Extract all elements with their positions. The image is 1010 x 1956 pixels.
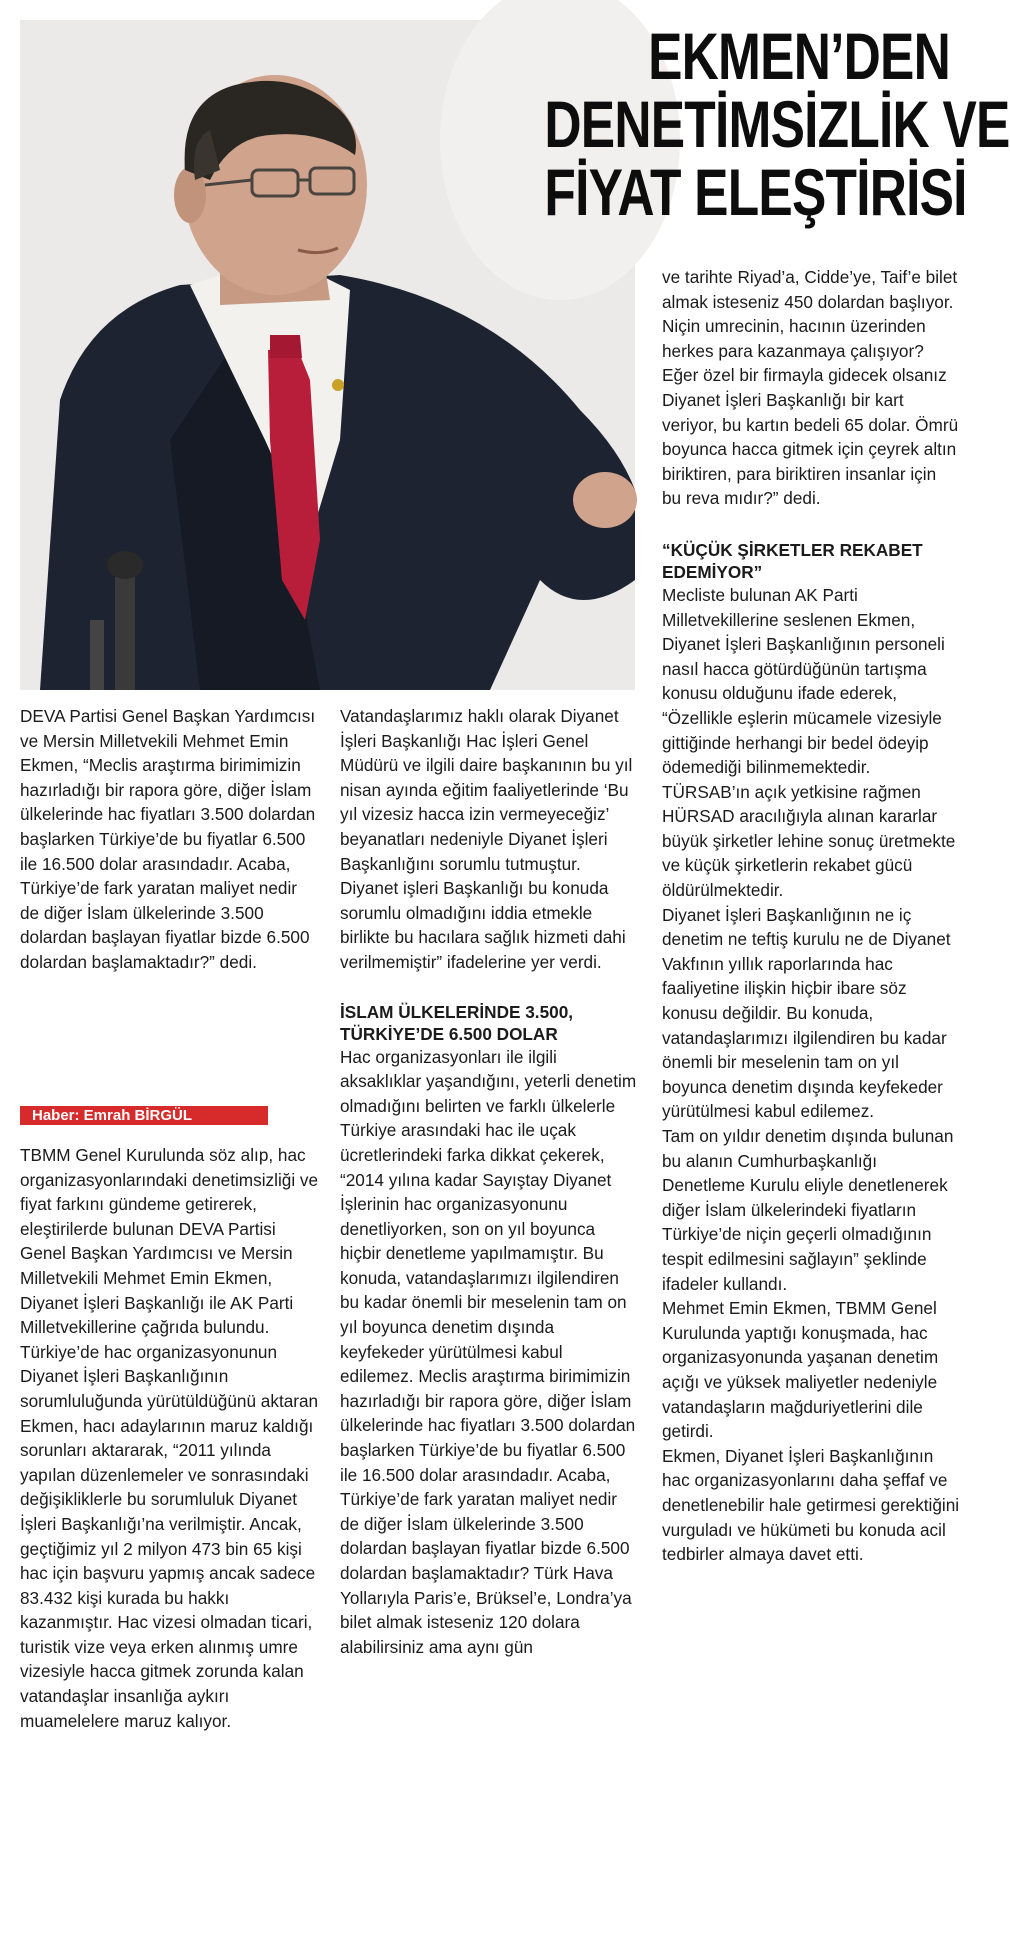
headline-line-3: FİYAT ELEŞTİRİSİ [544,155,967,229]
section-subheading: İSLAM ÜLKELERİNDE 3.500, TÜRKİYE’DE 6.500 DOLAR [340,1001,574,1044]
article-column-2 [340,704,640,1659]
section-subheading: “KÜÇÜK ŞİRKETLER REKABET EDEMİYOR” [662,539,923,582]
headline [544,19,1010,229]
speaker-photo [20,20,635,690]
author-byline: Haber: Emrah BİRGÜL [20,1106,268,1125]
body-paragraph: Mecliste bulunan AK Parti Milletvekillerine seslenen Ekmen, Diyanet İşleri Başkanlığının personeli nasıl hacca götürdüğünün tartışma konusu olduğunu ifade ederek, “Özellikle eşlerin mücamele vizesiyle gittiğinde herhangi bir bedel ödeyip ödemediği bilinmemektedir. TÜRSAB’ın açık yetkisine rağmen HÜRSAD aracılığıyla alınan kararlar büyük şirketler lehine sonuç üretmekte ve küçük şirketlerin rekabet gücü öldürülmektedir. [662,584,956,901]
body-paragraph: Tam on yıldır denetim dışında bulunan bu alanın Cumhurbaşkanlığı Denetleme Kurulu eliyle denetlenerek diğer İslam ülkelerindeki fiyatların Türkiye’de niçin geçerli olmadığının tespit edilmesini sağlayın” şeklinde ifadeler kullandı. [662,1126,954,1294]
headline-line-2: DENETİMSİZLİK VE [544,87,1010,161]
article-column-1 [20,704,320,975]
article-column-1-body [20,1143,320,1733]
body-paragraph: Diyanet İşleri Başkanlığının ne iç denetim ne teftiş kurulu ne de Diyanet Vakfının yıllık raporlarında hac faaliyetine ilişkin hiçbir ibare söz konusu değildir. Bu konuda, vatandaşlarımızı ilgilendiren bu kadar önemli bir meselenin tam on yıl boyunca denetim dışında keyfekeder yürütülmesi kabul edilemez. [662,904,951,1122]
body-paragraph: ve tarihte Riyad’a, Cidde’ye, Taif’e bilet almak isteseniz 450 dolardan başlıyor. Niçin umrecinin, hacının üzerinden herkes para kazanmaya çalışıyor? Eğer özel bir firmayla gidecek olsanız Diyanet İşleri Başkanlığı bir kart veriyor, bu kartın bedeli 65 dolar. Ömrü boyunca hacca gitmek için çeyrek altın biriktiren, para biriktiren insanlar için bu reva mıdır?” dedi. [662,267,959,509]
article-column-3 [662,265,960,1567]
body-paragraph: Mehmet Emin Ekmen, TBMM Genel Kurulunda yaptığı konuşmada, hac organizasyonunda yaşanan denetim açığı ve yüksek maliyetler nedeniyle vatandaşların mağduriyetlerini dile getirdi. [662,1298,939,1442]
body-paragraph: Ekmen, Diyanet İşleri Başkanlığının hac organizasyonlarını daha şeffaf ve denetlenebilir hale getirmesi gerektiğini vurguladı ve hükümeti bu konuda acil tedbirler almaya davet etti. [662,1445,960,1565]
body-paragraph: Hac organizasyonları ile ilgili aksaklıklar yaşandığını, yeterli denetim olmadığını belirten ve farklı ülkelerle Türkiye arasındaki hac ile uçak ücretlerindeki farka dikkat çekerek, “2014 yılına kadar Sayıştay Diyanet İşlerinin hac organizasyonunu denetliyorken, son on yıl boyunca hiçbir denetleme yapılmamıştır. Bu konuda, vatandaşlarımızı ilgilendiren bu kadar önemli bir meselenin tam on yıl boyunca denetim dışında keyfekeder yürütülmesi kabul edilemez. Meclis araştırma birimimizin hazırladığı bir rapora göre, diğer İslam ülkelerinde hac fiyatları 3.500 dolardan başlarken Türkiye’de bu fiyatlar 6.500 ile 16.500 dolar arasındadır. Acaba, Türkiye’de fark yaratan maliyet nedir de diğer İslam ülkelerinde 3.500 dolardan başlayan fiyatlar bizde 6.500 dolardan başlamaktadır? Türk Hava Yollarıyla Paris’e, Brüksel’e, Londra’ya bilet almak isteseniz 120 dolara alabilirsiniz ama aynı gün [340,1046,637,1657]
headline-line-1: EKMEN’DEN [648,19,950,93]
body-paragraph: TBMM Genel Kurulunda söz alıp, hac organizasyonlarındaki denetimsizliği ve fiyat farkını gündeme getirerek, eleştirilerde bulunan DEVA Partisi Genel Başkan Yardımcısı ve Mersin Milletvekili Mehmet Emin Ekmen, Diyanet İşleri Başkanlığı ile AK Parti Milletvekillerine çağrıda bulundu. Türkiye’de hac organizasyonunun Diyanet İşleri Başkanlığının sorumluluğunda yürütüldüğünü aktaran Ekmen, hacı adaylarının maruz kaldığı sorunları aktararak, “2011 yılında yapılan düzenlemeler ve sonrasındaki değişikliklerle bu sorumluluk Diyanet İşleri Başkanlığı’na verilmiştir. Ancak, geçtiğimiz yıl 2 milyon 473 bin 65 kişi hac için başvuru yapmış ancak sadece 83.432 kişi kurada bu hakkı kazanmıştır. Hac vizesi olmadan ticari, turistik vize veya erken alınmış umre vizesiyle hacca gitmek zorunda kalan vatandaşlar insanlığa aykırı muamelelere maruz kalıyor. [20,1145,319,1731]
body-paragraph: Vatandaşlarımız haklı olarak Diyanet İşleri Başkanlığı Hac İşleri Genel Müdürü ve ilgili daire başkanının bu yıl nisan ayında eğitim faaliyetlerinde ‘Bu yıl vizesiz hacca izin vermeyeceğiz’ beyanatları nedeniyle Diyanet İşleri Başkanlığını sorumlu tutmuştur. Diyanet işleri Başkanlığı bu konuda sorumlu olmadığını iddia etmekle birlikte bu hacılara sağlık hizmeti dahi verilmemiştir” ifadelerine yer verdi. [340,706,633,972]
intro-paragraph: DEVA Partisi Genel Başkan Yardımcısı ve Mersin Milletvekili Mehmet Emin Ekmen, “Meclis araştırma birimimizin hazırladığı bir rapora göre, diğer İslam ülkelerinde hac fiyatları 3.500 dolardan başlarken Türkiye’de bu fiyatlar 6.500 ile 16.500 dolar arasındadır. Acaba, Türkiye’de fark yaratan maliyet nedir de diğer İslam ülkelerinde 3.500 dolardan başlayan fiyatlar bizde 6.500 dolardan başlamaktadır?” dedi. [20,706,316,972]
